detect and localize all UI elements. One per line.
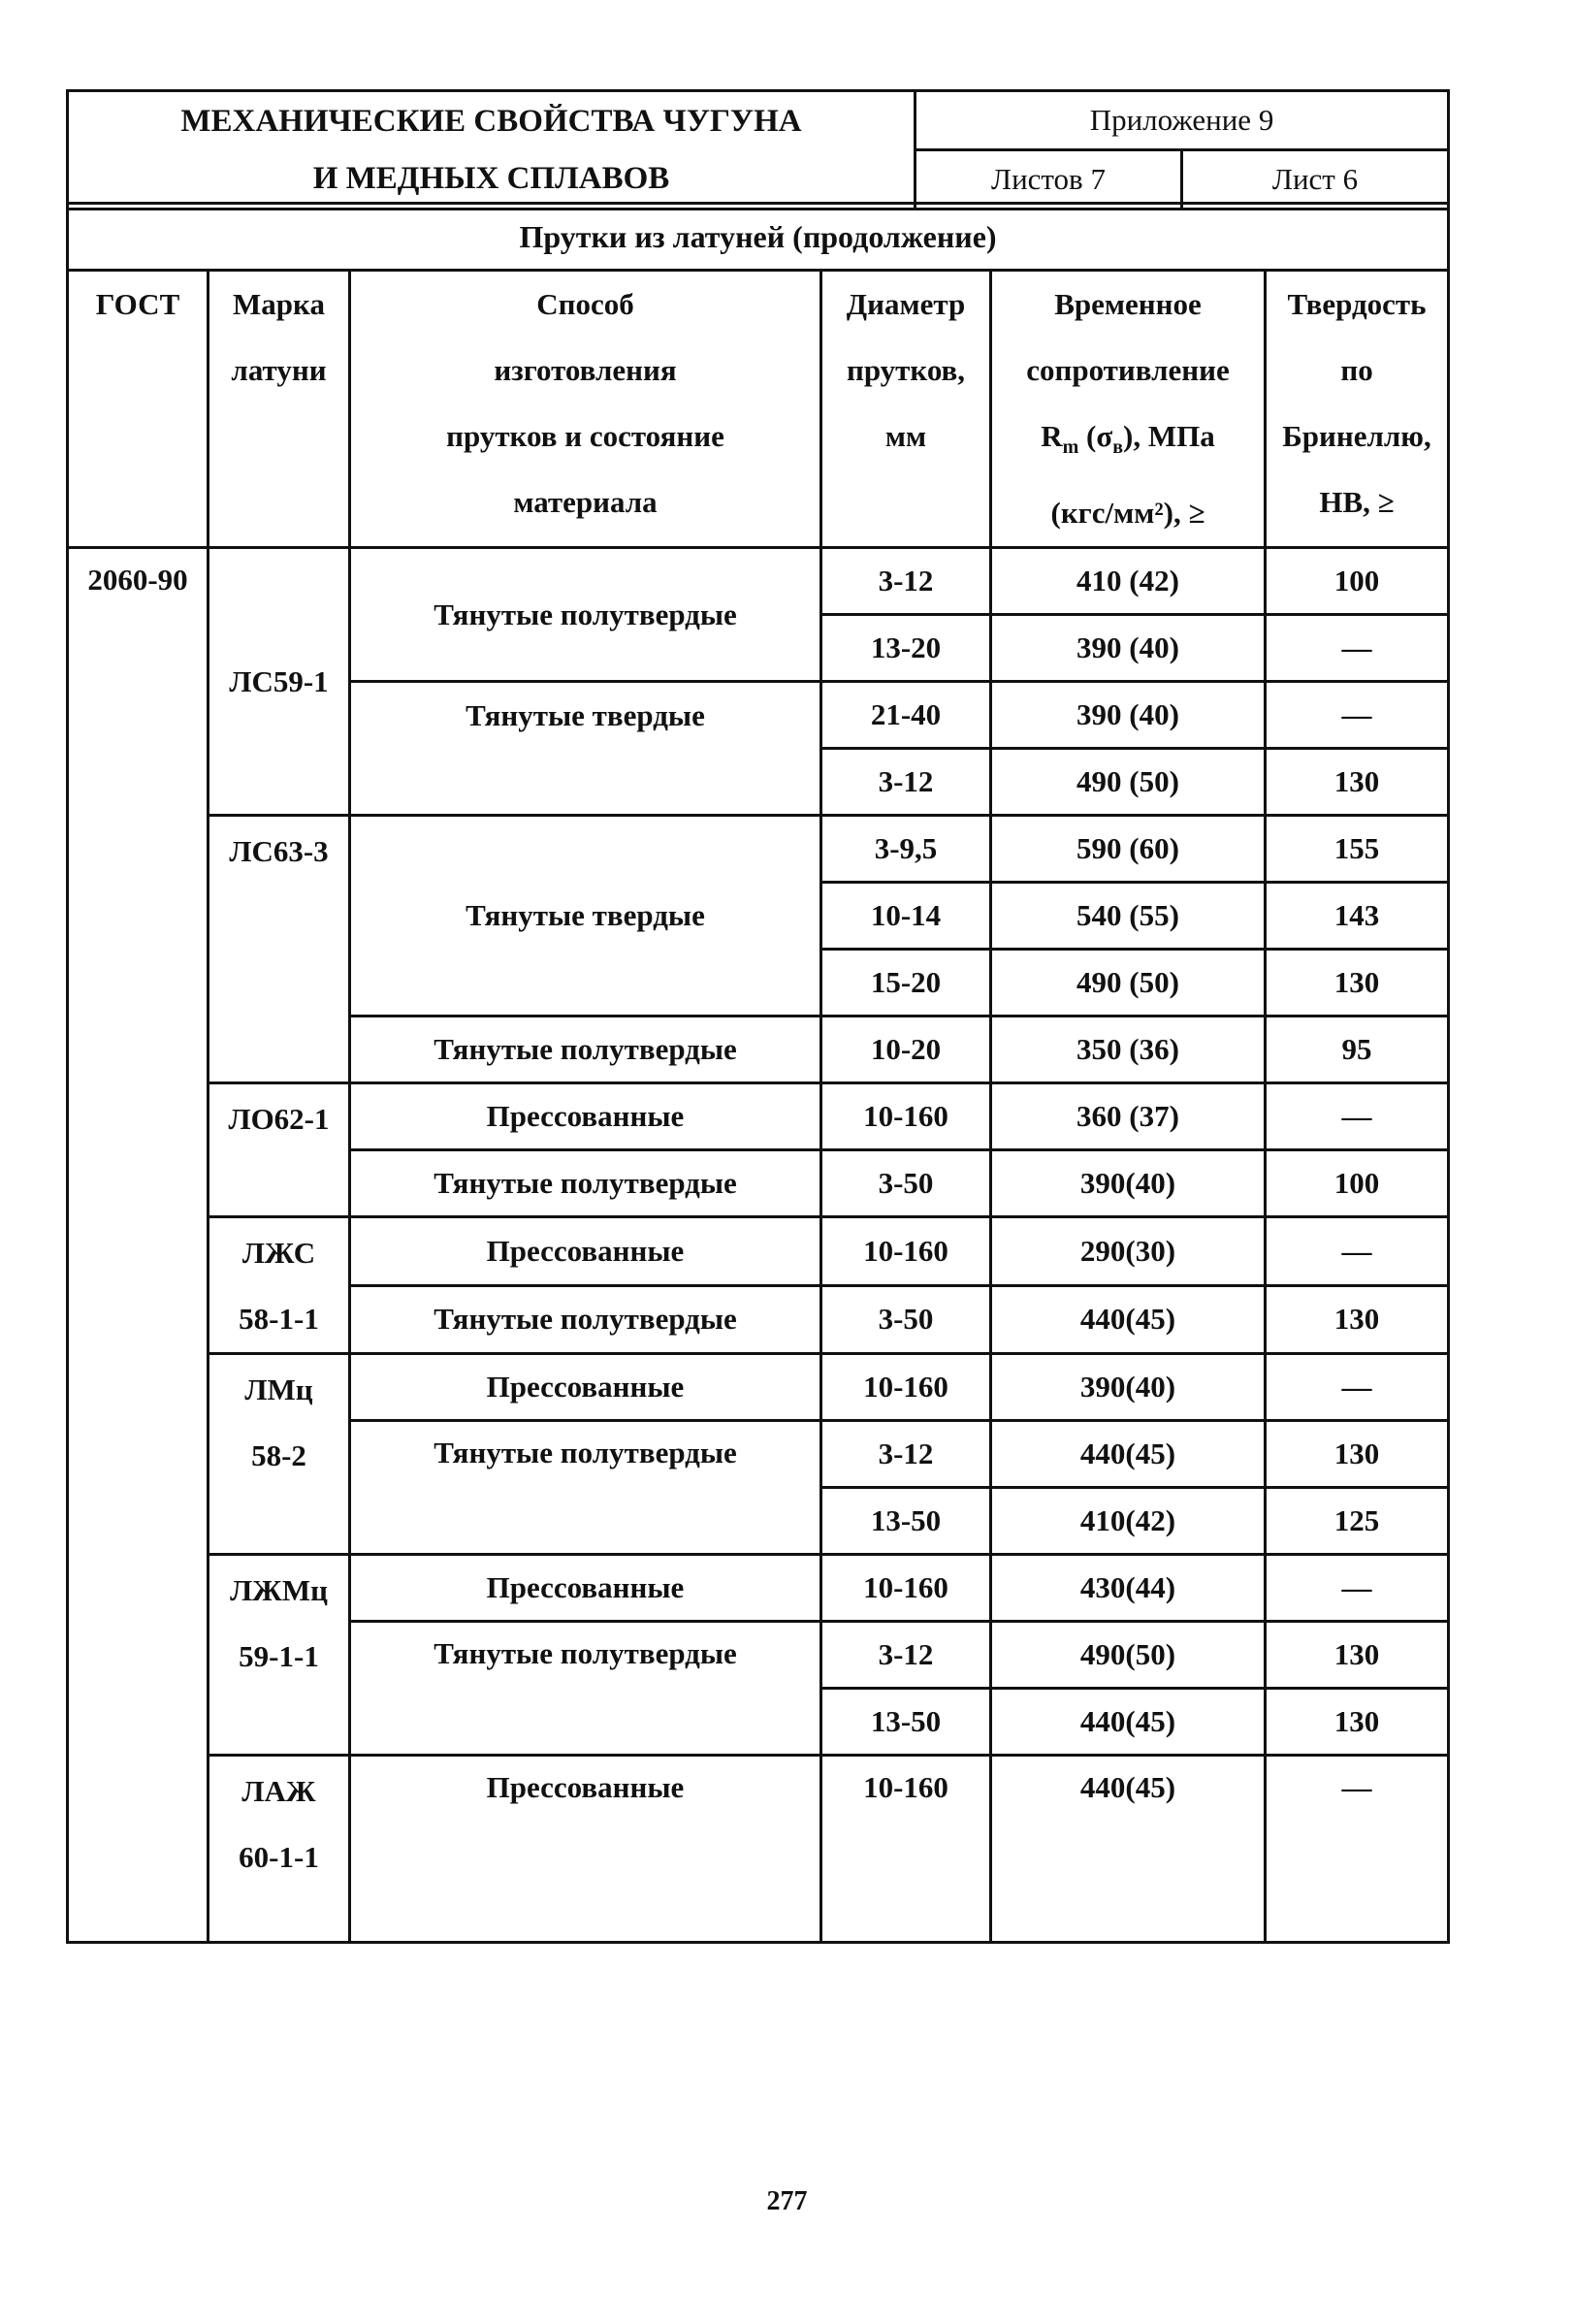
table-row	[68, 1756, 1449, 1943]
method-cell: Тянутые твердые	[350, 682, 821, 749]
method-cell: Тянутые полутвердые	[350, 1150, 821, 1217]
strength-cell: 490 (50)	[991, 950, 1266, 1017]
diameter-cell: 10-14	[821, 883, 991, 950]
strength-cell: 490(50)	[991, 1622, 1266, 1689]
table-row	[68, 1217, 1449, 1286]
col-header-gost: ГОСТ	[68, 271, 209, 548]
method-cell-empty	[350, 749, 821, 816]
strength-cell: 440(45)	[991, 1285, 1266, 1354]
diameter-cell: 15-20	[821, 950, 991, 1017]
diameter-cell: 13-50	[821, 1488, 991, 1555]
strength-cell: 410(42)	[991, 1488, 1266, 1555]
method-cell: Прессованные	[350, 1555, 821, 1622]
strength-cell: 440(45)	[991, 1689, 1266, 1756]
strength-cell: 440(45)	[991, 1756, 1266, 1943]
diameter-cell: 3-12	[821, 1421, 991, 1488]
strength-cell: 390 (40)	[991, 682, 1266, 749]
method-cell: Прессованные	[350, 1756, 821, 1943]
brand-cell: ЛМц 58-2	[209, 1354, 350, 1555]
hardness-cell: 130	[1266, 1689, 1449, 1756]
hardness-cell: 130	[1266, 1622, 1449, 1689]
strength-cell: 590 (60)	[991, 816, 1266, 883]
gost-cell: 2060-90	[68, 548, 209, 1943]
hardness-cell: —	[1266, 1555, 1449, 1622]
hardness-cell: 143	[1266, 883, 1449, 950]
hardness-cell: 100	[1266, 548, 1449, 615]
brand-cell: ЛЖМц 59-1-1	[209, 1555, 350, 1756]
col-header-brand: Марка латуни	[209, 271, 350, 548]
doc-title-line1: МЕХАНИЧЕСКИЕ СВОЙСТВА ЧУГУНА	[68, 91, 915, 150]
col-header-diameter: Диаметр прутков, мм	[821, 271, 991, 548]
table-subtitle: Прутки из латуней (продолжение)	[68, 204, 1449, 271]
page-number: 277	[766, 2186, 808, 2216]
diameter-cell: 3-12	[821, 548, 991, 615]
hardness-cell: —	[1266, 1756, 1449, 1943]
hardness-cell: 95	[1266, 1017, 1449, 1083]
table-row	[68, 1083, 1449, 1150]
col-header-method: Способ изготовления прутков и состояние материала	[350, 271, 821, 548]
col-header-strength: Временное сопротивление $R_m$ $(\sigma_в)$, МПа (кгс/мм²), ≥	[991, 271, 1266, 548]
hardness-cell: 130	[1266, 950, 1449, 1017]
diameter-cell: 10-160	[821, 1354, 991, 1421]
diameter-cell: 3-50	[821, 1150, 991, 1217]
diameter-cell: 13-20	[821, 615, 991, 682]
diameter-cell: 21-40	[821, 682, 991, 749]
hardness-cell: —	[1266, 1217, 1449, 1286]
strength-cell: 390(40)	[991, 1150, 1266, 1217]
method-cell: Тянутые полутвердые	[350, 1285, 821, 1354]
strength-cell: 410 (42)	[991, 548, 1266, 615]
diameter-cell: 3-50	[821, 1285, 991, 1354]
diameter-cell: 3-12	[821, 749, 991, 816]
strength-formula: $R_m$ $(\sigma_в)$, МПа	[1041, 419, 1215, 459]
method-cell: Прессованные	[350, 1354, 821, 1421]
sheet-number: Лист 6	[1182, 150, 1449, 210]
strength-cell: 540 (55)	[991, 883, 1266, 950]
hardness-cell: —	[1266, 1083, 1449, 1150]
brand-cell: ЛС63-3	[209, 816, 350, 1083]
header-table	[66, 89, 1450, 210]
method-cell: Тянутые полутвердые	[350, 1421, 821, 1555]
method-cell: Прессованные	[350, 1083, 821, 1150]
diameter-cell: 10-160	[821, 1555, 991, 1622]
col-header-hardness: Твердость по Бринеллю, HB, ≥	[1266, 271, 1449, 548]
strength-cell: 390(40)	[991, 1354, 1266, 1421]
diameter-cell: 10-160	[821, 1083, 991, 1150]
diameter-cell: 3-12	[821, 1622, 991, 1689]
column-header-row	[68, 271, 1449, 548]
method-cell: Тянутые полутвердые	[350, 1017, 821, 1083]
method-cell: Тянутые полутвердые	[350, 1622, 821, 1756]
hardness-cell: 130	[1266, 749, 1449, 816]
appendix-label: Приложение 9	[915, 91, 1449, 150]
diameter-cell: 10-160	[821, 1217, 991, 1286]
brand-cell: ЛЖС 58-1-1	[209, 1217, 350, 1354]
diameter-cell: 3-9,5	[821, 816, 991, 883]
hardness-cell: 125	[1266, 1488, 1449, 1555]
diameter-cell: 10-160	[821, 1756, 991, 1943]
strength-cell: 490 (50)	[991, 749, 1266, 816]
table-row	[68, 816, 1449, 883]
method-cell: Тянутые полутвердые	[350, 548, 821, 682]
table-row	[68, 1354, 1449, 1421]
properties-table	[66, 202, 1450, 1944]
method-cell: Прессованные	[350, 1217, 821, 1286]
strength-cell: 290(30)	[991, 1217, 1266, 1286]
strength-cell: 440(45)	[991, 1421, 1266, 1488]
hardness-cell: 130	[1266, 1421, 1449, 1488]
hardness-cell: —	[1266, 1354, 1449, 1421]
strength-cell: 360 (37)	[991, 1083, 1266, 1150]
hardness-cell: 130	[1266, 1285, 1449, 1354]
strength-cell: 390 (40)	[991, 615, 1266, 682]
diameter-cell: 10-20	[821, 1017, 991, 1083]
table-row	[68, 548, 1449, 615]
doc-title-line2: И МЕДНЫХ СПЛАВОВ	[68, 150, 915, 210]
strength-cell: 430(44)	[991, 1555, 1266, 1622]
hardness-cell: 155	[1266, 816, 1449, 883]
diameter-cell: 13-50	[821, 1689, 991, 1756]
hardness-cell: —	[1266, 682, 1449, 749]
method-cell: Тянутые твердые	[350, 816, 821, 1017]
brand-cell: ЛС59-1	[209, 548, 350, 816]
table-row	[68, 1555, 1449, 1622]
brand-cell: ЛО62-1	[209, 1083, 350, 1217]
strength-cell: 350 (36)	[991, 1017, 1266, 1083]
hardness-cell: —	[1266, 615, 1449, 682]
sheets-total: Листов 7	[915, 150, 1182, 210]
brand-cell: ЛАЖ 60-1-1	[209, 1756, 350, 1943]
hardness-cell: 100	[1266, 1150, 1449, 1217]
